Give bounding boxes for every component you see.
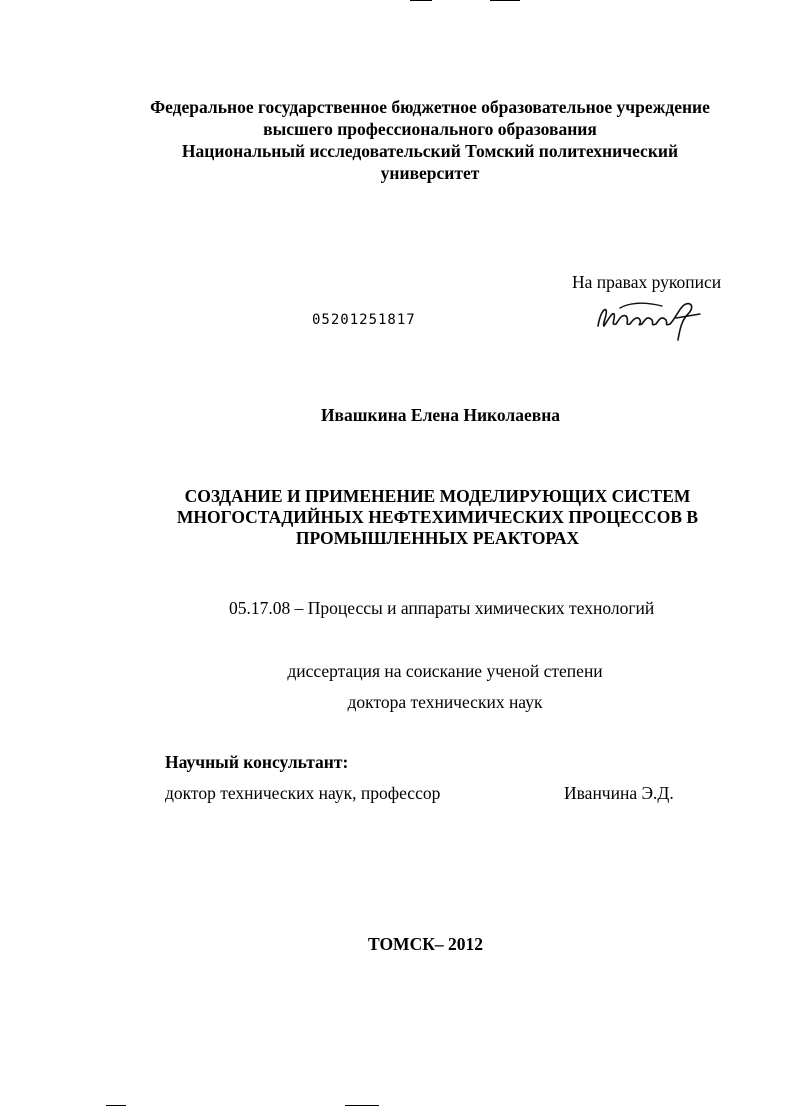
scan-artifact-bottom-left (106, 1105, 126, 1106)
rights-note: На правах рукописи (572, 272, 722, 292)
institution-line-4: университет (380, 163, 480, 183)
author-name: Ивашкина Елена Николаевна (320, 405, 561, 425)
library-stamp-number: 05201251817 (312, 312, 416, 328)
degree-line-1: диссертация на соискание ученой степени (287, 661, 603, 681)
consultant-title: доктор технических наук, профессор (165, 783, 441, 803)
handwritten-signature (590, 296, 710, 344)
institution-line-3: Национальный исследовательский Томский политехнический (181, 141, 679, 161)
title-line-3: ПРОМЫШЛЕННЫХ РЕАКТОРАХ (295, 528, 580, 548)
city-year: ТОМСК– 2012 (368, 934, 484, 954)
dissertation-title (150, 486, 725, 549)
scan-artifact-top-right (490, 0, 520, 1)
consultant-name: Иванчина Э.Д. (564, 783, 674, 803)
scan-artifact-top-left (410, 0, 432, 1)
institution-header (100, 96, 760, 184)
title-line-2: МНОГОСТАДИЙНЫХ НЕФТЕХИМИЧЕСКИХ ПРОЦЕССОВ В (176, 507, 699, 527)
consultant-label: Научный консультант: (165, 752, 349, 772)
institution-line-2: высшего профессионального образования (263, 119, 597, 139)
degree-line-2: доктора технических наук (347, 692, 543, 712)
institution-line-1: Федеральное государственное бюджетное образовательное учреждение (150, 97, 710, 117)
specialty-code: 05.17.08 – Процессы и аппараты химических технологий (229, 598, 655, 618)
title-line-1: СОЗДАНИЕ И ПРИМЕНЕНИЕ МОДЕЛИРУЮЩИХ СИСТЕМ (184, 486, 691, 506)
scan-artifact-bottom-right (345, 1105, 379, 1106)
